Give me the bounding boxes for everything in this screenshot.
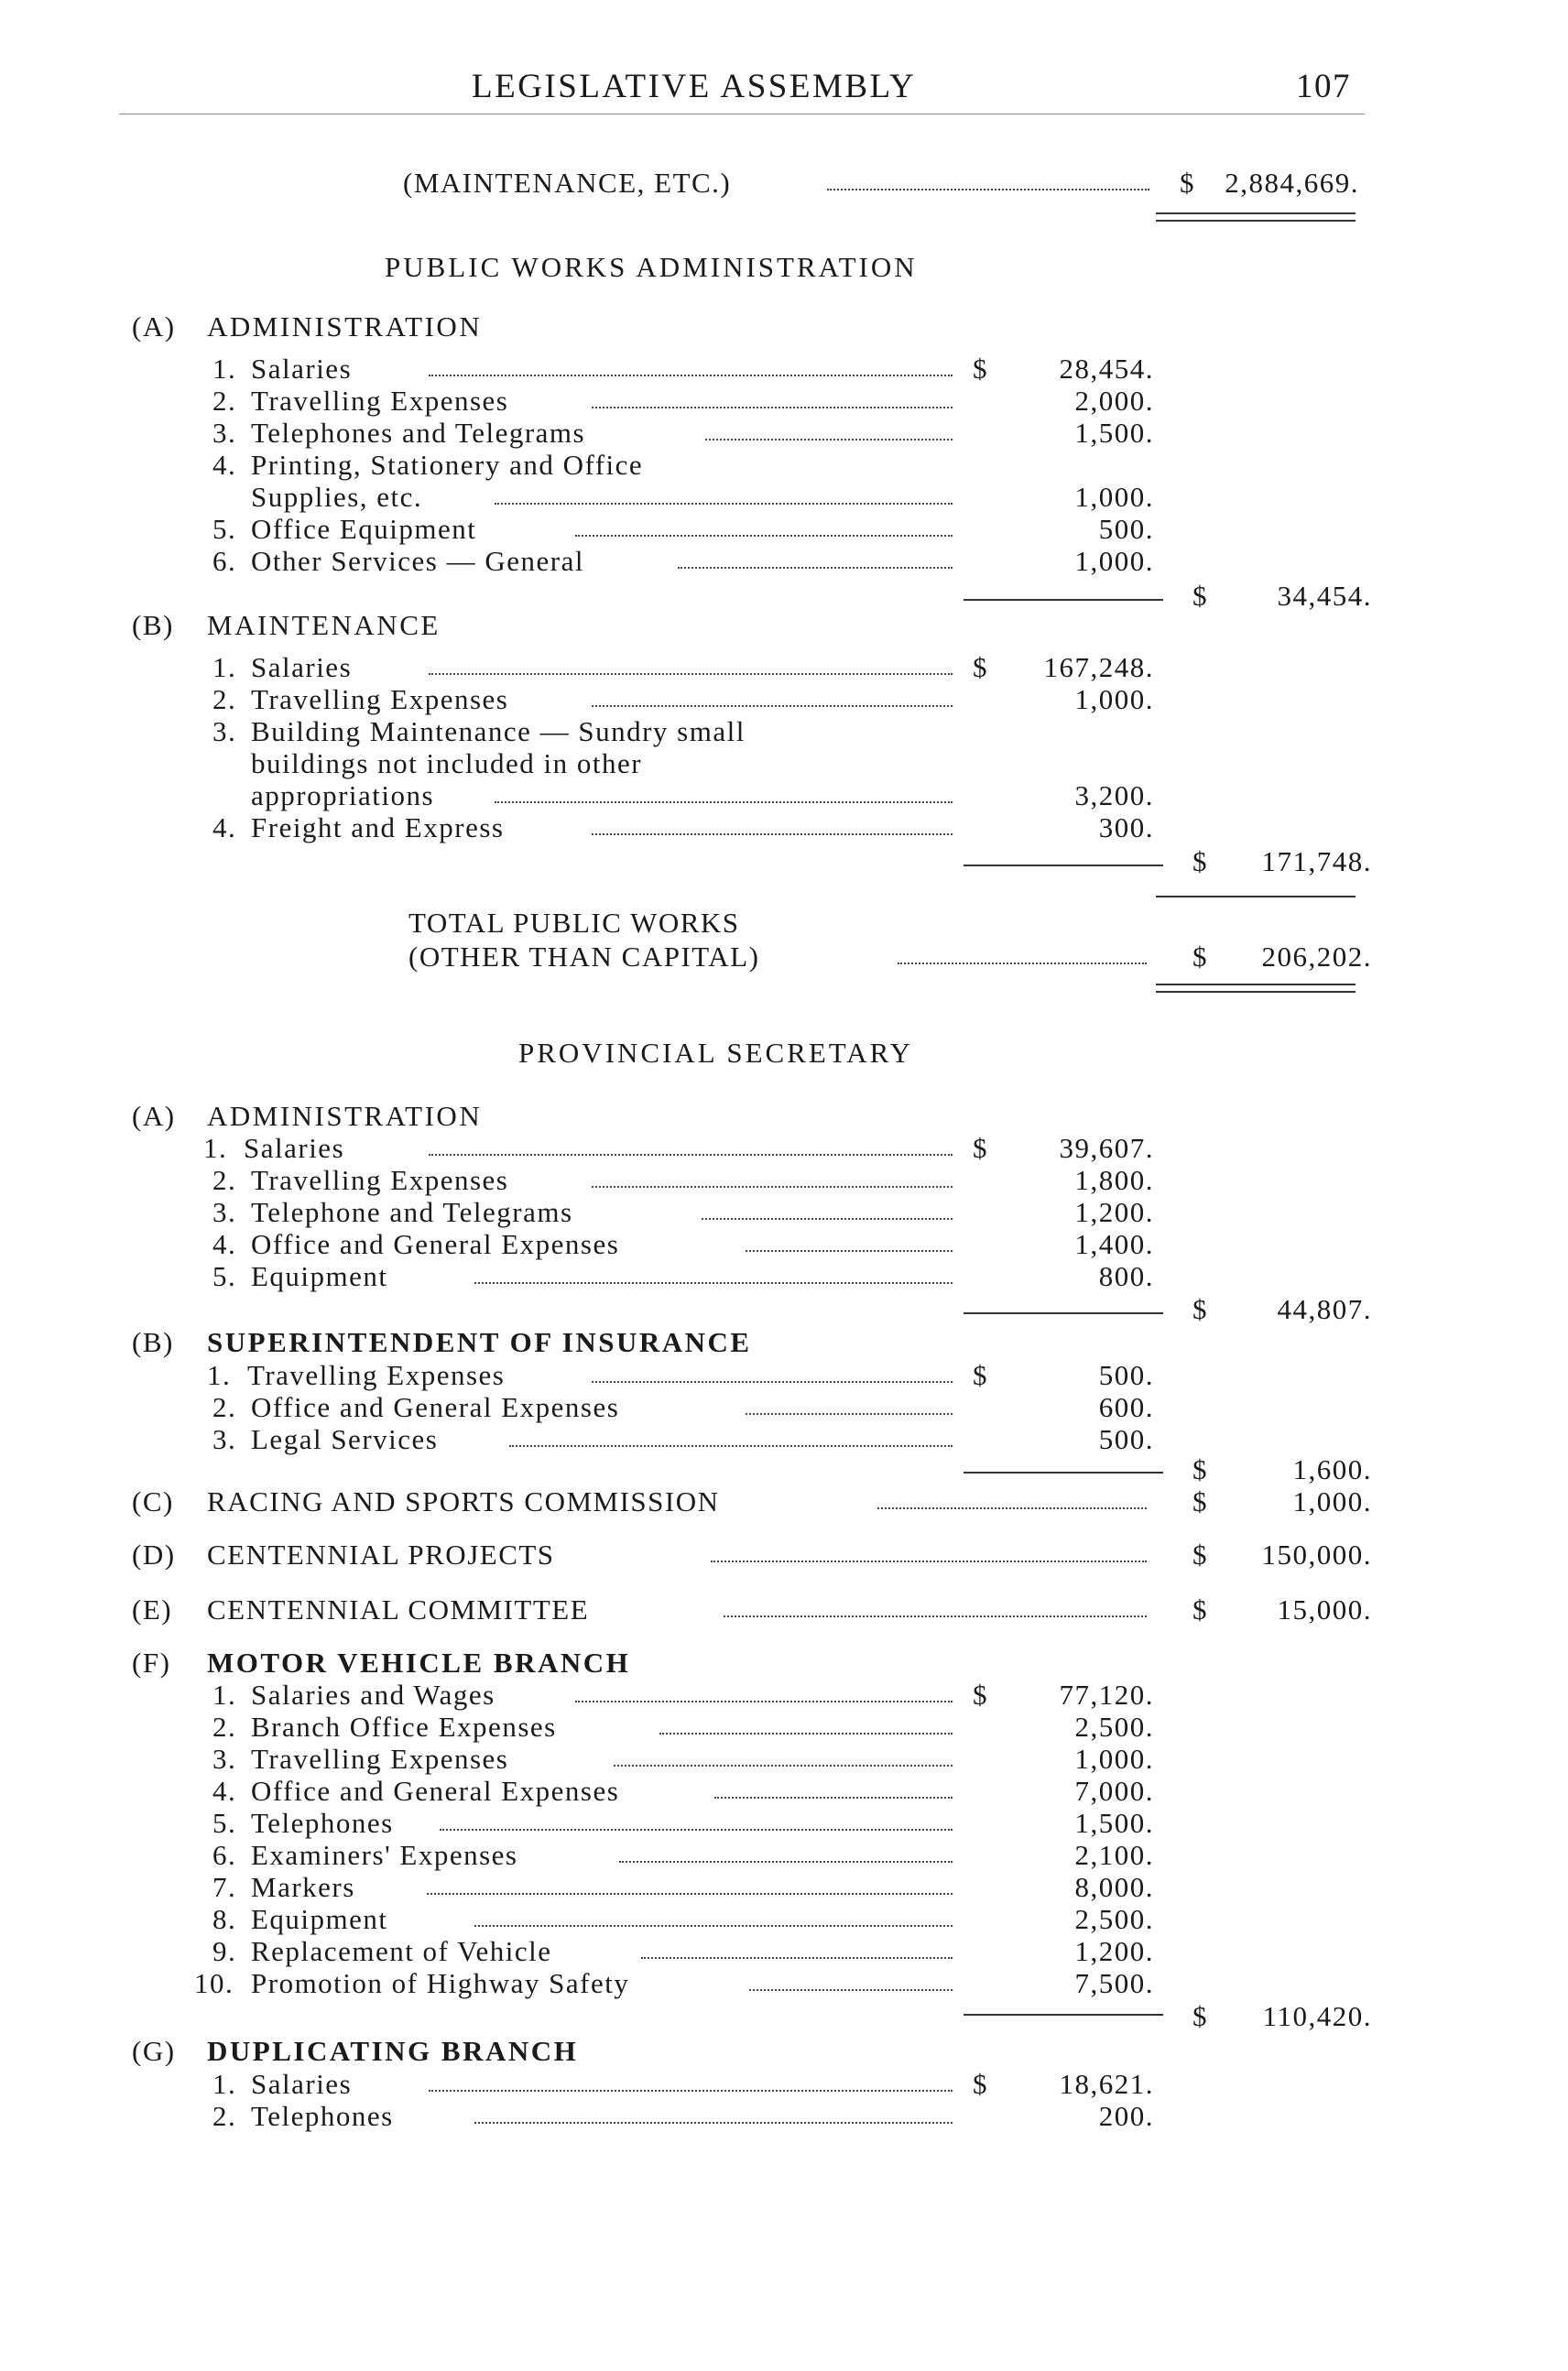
subsection-letter: (B) — [132, 1326, 174, 1358]
item-number: 1. — [212, 1679, 237, 1711]
item-amount: 2,500. — [1074, 1903, 1154, 1935]
leader-dots — [746, 1250, 953, 1252]
item-amount: 2,100. — [1074, 1839, 1154, 1871]
item-label: Salaries — [244, 1132, 345, 1164]
dollar-sign: $ — [1192, 941, 1208, 973]
subsection-title: MOTOR VEHICLE BRANCH — [207, 1647, 631, 1679]
item-amount: 1,000. — [1074, 481, 1154, 513]
item-number: 3. — [212, 1423, 237, 1455]
item-number: 7. — [212, 1871, 237, 1903]
leader-dots — [474, 1925, 953, 1927]
leader-dots — [429, 673, 953, 675]
item-amount: 1,200. — [1074, 1935, 1154, 1967]
leader-dots — [702, 1218, 953, 1220]
item-label: Telephone and Telegrams — [251, 1196, 573, 1228]
item-number: 6. — [212, 545, 237, 577]
item-label: Replacement of Vehicle — [251, 1935, 552, 1967]
leader-dots — [429, 2090, 953, 2092]
subsection-title: DUPLICATING BRANCH — [207, 2035, 579, 2067]
subtotal-amount: 1,600. — [1292, 1453, 1372, 1485]
item-amount: 18,621. — [1059, 2068, 1154, 2100]
subtotal-rule — [964, 1472, 1163, 1474]
item-amount: 7,500. — [1074, 1967, 1154, 1999]
leader-dots — [575, 535, 953, 537]
item-label: Office and General Expenses — [251, 1228, 620, 1260]
subsection-amount: 150,000. — [1261, 1539, 1372, 1571]
item-amount: 2,500. — [1074, 1711, 1154, 1743]
section-title-provincial-secretary: PROVINCIAL SECRETARY — [518, 1037, 913, 1069]
item-label-continued: Supplies, etc. — [251, 481, 423, 513]
leader-dots — [592, 1381, 953, 1383]
subsection-letter: (G) — [132, 2035, 176, 2067]
page-title: LEGISLATIVE ASSEMBLY — [472, 68, 917, 105]
subsection-title: SUPERINTENDENT OF INSURANCE — [207, 1326, 752, 1358]
dollar-sign: $ — [1192, 845, 1208, 877]
subsection-letter: (D) — [132, 1539, 176, 1571]
item-label: Travelling Expenses — [251, 1164, 509, 1196]
subsection-letter: (E) — [132, 1593, 173, 1626]
item-amount: 2,000. — [1074, 385, 1154, 417]
item-amount: 28,454. — [1059, 353, 1154, 385]
item-amount: 1,800. — [1074, 1164, 1154, 1196]
leader-dots — [641, 1957, 953, 1959]
subtotal-rule — [964, 599, 1163, 601]
item-label-continued: buildings not included in other — [251, 747, 643, 779]
item-number: 1. — [212, 353, 237, 385]
item-number: 1. — [207, 1359, 232, 1391]
item-label: Office and General Expenses — [251, 1391, 620, 1423]
total-label-continued: (OTHER THAN CAPITAL) — [408, 941, 760, 973]
item-number: 4. — [212, 811, 237, 843]
item-amount: 1,000. — [1074, 1743, 1154, 1775]
item-label-continued: appropriations — [251, 779, 435, 811]
total-rule — [1156, 896, 1356, 897]
dollar-sign: $ — [973, 353, 988, 385]
subsection-title: MAINTENANCE — [207, 609, 441, 641]
total-amount: 206,202. — [1261, 941, 1372, 973]
item-label: Promotion of Highway Safety — [251, 1967, 630, 1999]
item-amount: 1,000. — [1074, 545, 1154, 577]
item-amount: 500. — [1098, 1359, 1154, 1391]
dollar-sign: $ — [1192, 1593, 1208, 1626]
item-amount: 39,607. — [1059, 1132, 1154, 1164]
subsection-letter: (A) — [132, 310, 176, 343]
dollar-sign: $ — [1192, 580, 1208, 612]
item-label: Printing, Stationery and Office — [251, 449, 644, 481]
item-amount: 77,120. — [1059, 1679, 1154, 1711]
section-title-public-works: PUBLIC WORKS ADMINISTRATION — [385, 251, 918, 283]
item-label: Freight and Express — [251, 811, 505, 843]
leader-dots — [678, 567, 953, 569]
subtotal-rule — [964, 2014, 1163, 2016]
item-amount: 1,500. — [1074, 1807, 1154, 1839]
dollar-sign: $ — [973, 1132, 988, 1164]
item-amount: 300. — [1098, 811, 1154, 843]
item-amount: 8,000. — [1074, 1871, 1154, 1903]
subtotal-amount: 110,420. — [1262, 2000, 1372, 2032]
item-number: 2. — [212, 683, 237, 715]
item-number: 9. — [212, 1935, 237, 1967]
maintenance-amount: 2,884,669. — [1225, 167, 1359, 199]
subsection-letter: (A) — [132, 1100, 176, 1132]
item-label: Examiners' Expenses — [251, 1839, 518, 1871]
item-number: 4. — [212, 1228, 237, 1260]
item-label: Other Services — General — [251, 545, 584, 577]
item-number: 2. — [212, 385, 237, 417]
item-amount: 1,400. — [1074, 1228, 1154, 1260]
leader-dots — [619, 1861, 953, 1863]
item-number: 8. — [212, 1903, 237, 1935]
total-label: TOTAL PUBLIC WORKS — [408, 907, 740, 939]
subsection-title: ADMINISTRATION — [207, 1100, 483, 1132]
subtotal-amount: 34,454. — [1277, 580, 1372, 612]
leader-dots — [749, 1989, 953, 1991]
item-label: Travelling Expenses — [251, 385, 509, 417]
leader-dots — [659, 1733, 953, 1735]
item-label: Markers — [251, 1871, 355, 1903]
double-rule — [1156, 984, 1356, 993]
item-label: Salaries — [251, 2068, 353, 2100]
item-number: 1. — [212, 651, 237, 683]
subsection-title: CENTENNIAL PROJECTS — [207, 1539, 555, 1571]
dollar-sign: $ — [973, 2068, 988, 2100]
item-number: 5. — [212, 1260, 237, 1292]
item-number: 2. — [212, 1711, 237, 1743]
item-label: Travelling Expenses — [251, 1743, 509, 1775]
leader-dots — [711, 1561, 1147, 1562]
item-label: Telephones — [251, 1807, 394, 1839]
leader-dots — [440, 1829, 953, 1831]
dollar-sign: $ — [1192, 1485, 1208, 1517]
item-number: 6. — [212, 1839, 237, 1871]
item-amount: 200. — [1098, 2100, 1154, 2132]
subsection-title: CENTENNIAL COMMITTEE — [207, 1593, 590, 1626]
item-number: 2. — [212, 1391, 237, 1423]
item-label: Travelling Expenses — [247, 1359, 506, 1391]
item-label: Office Equipment — [251, 513, 477, 545]
item-label: Branch Office Expenses — [251, 1711, 557, 1743]
item-amount: 1,000. — [1074, 683, 1154, 715]
dollar-sign: $ — [1192, 2000, 1208, 2032]
leader-dots — [614, 1765, 953, 1767]
leader-dots — [877, 1507, 1147, 1509]
item-number: 4. — [212, 449, 237, 481]
item-number: 1. — [212, 2068, 237, 2100]
leader-dots — [427, 1893, 953, 1895]
item-label: Equipment — [251, 1260, 388, 1292]
dollar-sign: $ — [1192, 1453, 1208, 1485]
leader-dots — [724, 1615, 1147, 1617]
item-number: 3. — [212, 1743, 237, 1775]
dollar-sign: $ — [1192, 1539, 1208, 1571]
subsection-title: ADMINISTRATION — [207, 310, 483, 343]
leader-dots — [509, 1445, 953, 1447]
double-rule — [1156, 212, 1356, 222]
item-amount: 500. — [1098, 513, 1154, 545]
item-amount: 600. — [1098, 1391, 1154, 1423]
item-amount: 500. — [1098, 1423, 1154, 1455]
subsection-amount: 1,000. — [1292, 1485, 1372, 1517]
item-number: 5. — [212, 513, 237, 545]
item-label: Telephones — [251, 2100, 394, 2132]
item-number: 3. — [212, 1196, 237, 1228]
leader-dots — [429, 375, 953, 376]
item-number: 2. — [212, 1164, 237, 1196]
dollar-sign: $ — [973, 1359, 988, 1391]
item-number: 2. — [212, 2100, 237, 2132]
leader-dots — [429, 1154, 953, 1156]
subtotal-rule — [964, 865, 1163, 866]
maintenance-label: (MAINTENANCE, ETC.) — [403, 167, 732, 199]
subsection-letter: (F) — [132, 1647, 171, 1679]
dollar-sign: $ — [973, 651, 988, 683]
dollar-sign: $ — [1192, 1293, 1208, 1325]
leader-dots — [898, 963, 1147, 964]
item-label: Telephones and Telegrams — [251, 417, 586, 449]
item-label: Salaries and Wages — [251, 1679, 495, 1711]
leader-dots — [592, 705, 953, 707]
leader-dots — [827, 189, 1149, 190]
page-number: 107 — [1296, 68, 1351, 105]
dollar-sign: $ — [1180, 167, 1195, 199]
item-number: 4. — [212, 1775, 237, 1807]
subsection-title: RACING AND SPORTS COMMISSION — [207, 1485, 720, 1517]
subtotal-rule — [964, 1312, 1163, 1314]
leader-dots — [746, 1413, 953, 1415]
leader-dots — [575, 1701, 953, 1702]
item-number: 1. — [203, 1132, 228, 1164]
item-label: Travelling Expenses — [251, 683, 509, 715]
item-amount: 3,200. — [1074, 779, 1154, 811]
item-label: Office and General Expenses — [251, 1775, 620, 1807]
leader-dots — [592, 1186, 953, 1188]
leader-dots — [495, 503, 953, 505]
item-number: 10. — [194, 1967, 234, 1999]
item-number: 5. — [212, 1807, 237, 1839]
subsection-amount: 15,000. — [1277, 1593, 1372, 1626]
leader-dots — [474, 1282, 953, 1284]
item-number: 3. — [212, 715, 237, 747]
item-label: Building Maintenance — Sundry small — [251, 715, 746, 747]
dollar-sign: $ — [973, 1679, 988, 1711]
subtotal-amount: 44,807. — [1277, 1293, 1372, 1325]
leader-dots — [592, 833, 953, 835]
subsection-letter: (C) — [132, 1485, 174, 1517]
leader-dots — [592, 407, 953, 408]
item-label: Salaries — [251, 353, 353, 385]
item-amount: 1,500. — [1074, 417, 1154, 449]
item-label: Equipment — [251, 1903, 388, 1935]
subtotal-amount: 171,748. — [1261, 845, 1372, 877]
item-amount: 800. — [1098, 1260, 1154, 1292]
item-label: Legal Services — [251, 1423, 439, 1455]
subsection-letter: (B) — [132, 609, 174, 641]
item-number: 3. — [212, 417, 237, 449]
leader-dots — [474, 2122, 953, 2124]
item-amount: 1,200. — [1074, 1196, 1154, 1228]
leader-dots — [705, 439, 953, 440]
item-amount: 167,248. — [1043, 651, 1154, 683]
leader-dots — [495, 801, 953, 803]
item-amount: 7,000. — [1074, 1775, 1154, 1807]
item-label: Salaries — [251, 651, 353, 683]
leader-dots — [714, 1797, 953, 1799]
